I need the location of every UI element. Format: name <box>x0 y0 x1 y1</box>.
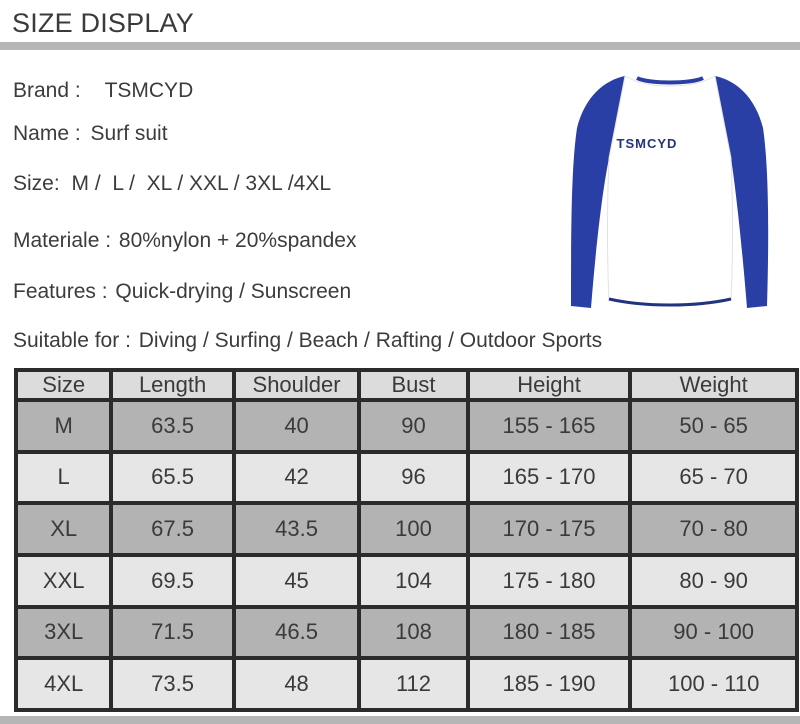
table-header-row <box>18 372 795 398</box>
cell-height: 155 - 165 <box>470 402 629 450</box>
spec-brand-label: Brand : <box>13 79 81 102</box>
cell-length: 63.5 <box>113 402 231 450</box>
spec-brand <box>13 79 193 103</box>
cell-length: 67.5 <box>113 505 231 553</box>
spec-suitable-label: Suitable for : <box>13 329 131 352</box>
spec-brand-value: TSMCYD <box>104 79 194 102</box>
cell-length: 69.5 <box>113 557 231 605</box>
shirt-logo-text: TSMCYD <box>616 136 678 151</box>
cell-length: 73.5 <box>113 660 231 708</box>
table-row <box>18 402 795 450</box>
table-row <box>18 557 795 605</box>
spec-suitable <box>13 329 602 353</box>
cell-size: XXL <box>18 557 109 605</box>
bottom-divider <box>0 716 800 724</box>
table-row <box>18 609 795 657</box>
cell-height: 180 - 185 <box>470 609 629 657</box>
spec-name <box>13 122 168 146</box>
neck-band <box>637 78 703 83</box>
title-divider <box>0 42 800 50</box>
cell-length: 71.5 <box>113 609 231 657</box>
cell-weight: 90 - 100 <box>632 609 795 657</box>
header-length: Length <box>113 372 231 398</box>
spec-material-label: Materiale : <box>13 229 112 252</box>
cell-bust: 104 <box>361 557 465 605</box>
page-title: SIZE DISPLAY <box>12 8 194 38</box>
spec-size-label: Size: <box>13 172 60 195</box>
cell-height: 185 - 190 <box>470 660 629 708</box>
table-row <box>18 505 795 553</box>
cell-bust: 112 <box>361 660 465 708</box>
spec-features <box>13 280 351 304</box>
cell-height: 170 - 175 <box>470 505 629 553</box>
spec-features-label: Features : <box>13 280 108 303</box>
cell-weight: 100 - 110 <box>632 660 795 708</box>
spec-material-value: 80%nylon + 20%spandex <box>118 229 357 252</box>
cell-size: M <box>18 402 109 450</box>
cell-bust: 108 <box>361 609 465 657</box>
header-height: Height <box>470 372 629 398</box>
header-weight: Weight <box>632 372 795 398</box>
table-row <box>18 660 795 708</box>
spec-name-value: Surf suit <box>90 122 168 145</box>
cell-shoulder: 46.5 <box>236 609 357 657</box>
spec-size <box>13 172 331 196</box>
cell-bust: 96 <box>361 454 465 502</box>
cell-weight: 50 - 65 <box>632 402 795 450</box>
header-shoulder: Shoulder <box>236 372 357 398</box>
spec-size-value: M / L / XL / XXL / 3XL /4XL <box>71 172 332 195</box>
cell-weight: 70 - 80 <box>632 505 795 553</box>
header-size: Size <box>18 372 109 398</box>
cell-bust: 100 <box>361 505 465 553</box>
table-row <box>18 454 795 502</box>
cell-shoulder: 40 <box>236 402 357 450</box>
rash-guard-shirt-icon <box>565 68 775 313</box>
cell-height: 165 - 170 <box>470 454 629 502</box>
cell-weight: 80 - 90 <box>632 557 795 605</box>
cell-size: L <box>18 454 109 502</box>
cell-bust: 90 <box>361 402 465 450</box>
spec-suitable-value: Diving / Surfing / Beach / Rafting / Outdoor Sports <box>138 329 603 352</box>
product-image <box>565 68 775 313</box>
cell-shoulder: 45 <box>236 557 357 605</box>
cell-shoulder: 43.5 <box>236 505 357 553</box>
spec-features-value: Quick-drying / Sunscreen <box>115 280 352 303</box>
cell-shoulder: 48 <box>236 660 357 708</box>
cell-size: 3XL <box>18 609 109 657</box>
size-chart-table <box>14 368 799 712</box>
shirt-body <box>608 76 733 306</box>
cell-shoulder: 42 <box>236 454 357 502</box>
cell-weight: 65 - 70 <box>632 454 795 502</box>
cell-size: XL <box>18 505 109 553</box>
header-bust: Bust <box>361 372 465 398</box>
cell-length: 65.5 <box>113 454 231 502</box>
spec-material <box>13 229 356 253</box>
cell-height: 175 - 180 <box>470 557 629 605</box>
spec-name-label: Name : <box>13 122 81 145</box>
cell-size: 4XL <box>18 660 109 708</box>
